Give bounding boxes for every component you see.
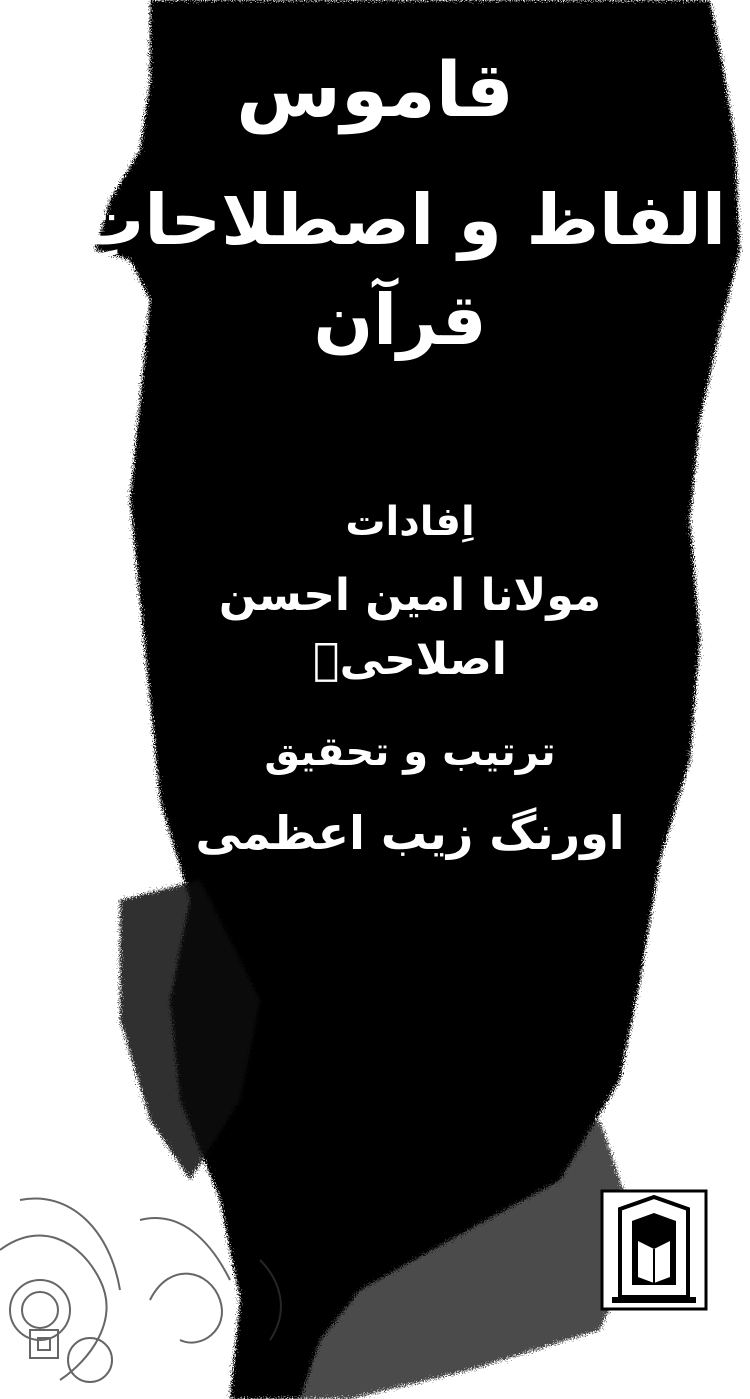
compiler-label: ترتیب و تحقیق: [264, 729, 556, 775]
compiler-name: اورنگ زیب اعظمی: [195, 806, 625, 860]
book-title-line-1: قاموس: [236, 45, 514, 134]
book-building-logo-icon: [596, 1185, 712, 1315]
ifadat-label: اِفادات: [345, 499, 475, 545]
author-name: مولانا امین احسن اصلاحیؒ: [218, 570, 602, 685]
book-title-line-2: الفاظ و اصطلاحاتِ قرآن: [74, 179, 726, 361]
floral-ornament-icon: [0, 1000, 330, 1399]
